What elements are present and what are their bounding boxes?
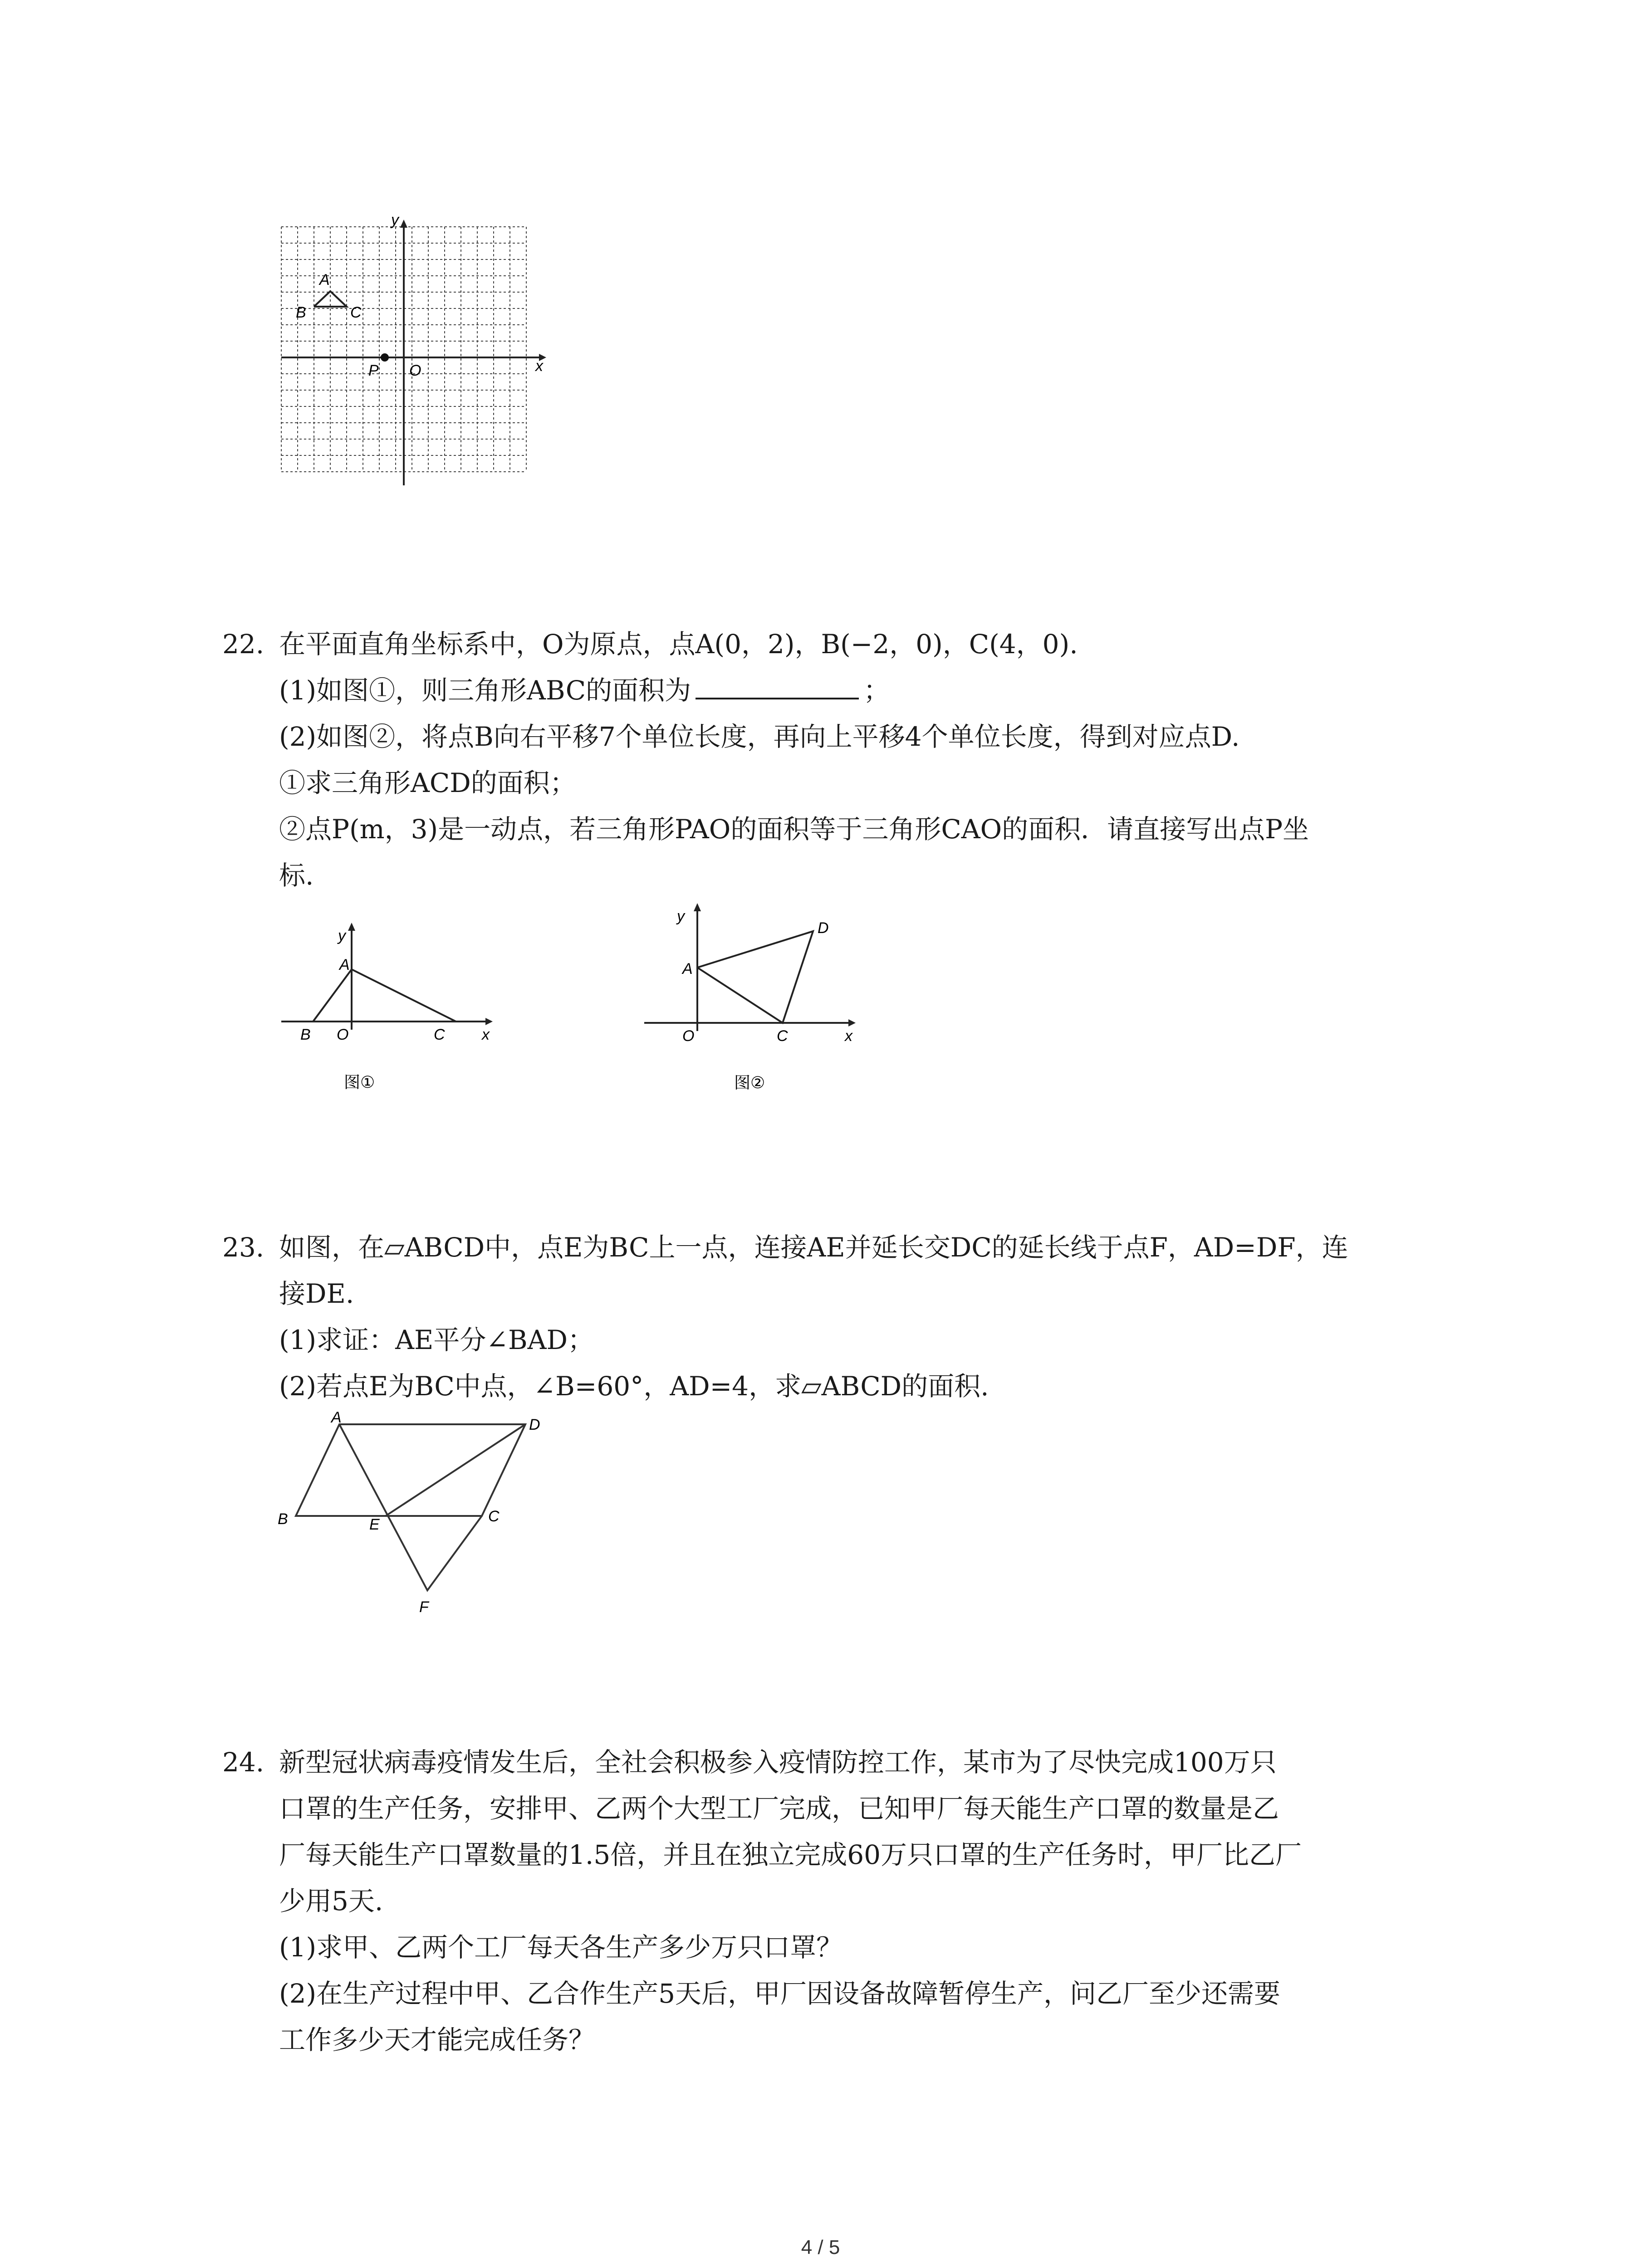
label-c: C — [777, 1027, 788, 1045]
q24-part2: (2)在生产过程中甲、乙合作生产5天后，甲厂因设备故障暂停生产，问乙厂至少还需要 — [279, 1978, 1281, 2009]
q23-stem-cont: 接DE. — [279, 1278, 354, 1309]
q24-part2-cont: 工作多少天才能完成任务？ — [279, 2024, 595, 2055]
segment-af — [339, 1424, 482, 1590]
q22-part2: (2)如图②，将点B向右平移7个单位长度，再向上平移4个单位长度，得到对应点D. — [279, 721, 1240, 752]
q24-stem-line2: 口罩的生产任务，安排甲、乙两个大型工厂完成，已知甲厂每天能生产口罩的数量是乙 — [279, 1793, 1279, 1824]
label-a: A — [682, 960, 693, 978]
label-x: x — [482, 1026, 490, 1043]
parallelogram-abcd — [296, 1424, 525, 1516]
q24-part1: (1)求甲、乙两个工厂每天各生产多少万只口罩？ — [279, 1932, 843, 1963]
q22-part2-1: ①求三角形ACD的面积； — [279, 767, 576, 798]
label-y: y — [677, 908, 685, 925]
q23-stem: 如图，在▱ABCD中，点E为BC上一点，连接AE并延长交DC的延长线于点F，AD=DF，连 — [279, 1232, 1348, 1263]
q23-part2: (2)若点E为BC中点，∠B=60°，AD=4，求▱ABCD的面积. — [279, 1371, 989, 1402]
q24-stem-line4: 少用5天. — [279, 1886, 383, 1916]
q22-part1 — [279, 672, 890, 709]
label-x: x — [535, 357, 543, 375]
point-p — [381, 353, 389, 362]
q22-figure-1 — [272, 916, 508, 1102]
q24-number: 24. — [222, 1747, 265, 1778]
q23-figure — [272, 1411, 554, 1619]
q23-part1: (1)求证：AE平分∠BAD； — [279, 1325, 594, 1355]
q22-part1-text: (1)如图①，则三角形ABC的面积为 — [279, 675, 691, 706]
x-axis-arrow — [848, 1019, 856, 1026]
y-axis-arrow — [694, 903, 701, 911]
q22-stem: 在平面直角坐标系中，O为原点，点A(0，2)，B(−2，0)，C(4，0). — [279, 629, 1078, 660]
q24-stem-line3: 厂每天能生产口罩数量的1.5倍，并且在独立完成60万只口罩的生产任务时，甲厂比乙厂 — [279, 1839, 1302, 1870]
label-o: O — [409, 362, 421, 379]
page-number: 4 / 5 — [801, 2236, 840, 2258]
label-o: O — [337, 1026, 349, 1043]
q24-stem-line1: 新型冠状病毒疫情发生后，全社会积极参入疫情防控工作，某市为了尽快完成100万只 — [279, 1747, 1277, 1778]
figure-1-caption: 图① — [344, 1073, 375, 1091]
label-y: y — [391, 213, 399, 229]
label-o: O — [682, 1027, 695, 1045]
q23-number: 23. — [222, 1232, 265, 1263]
label-a: A — [319, 271, 330, 288]
label-f: F — [419, 1598, 429, 1616]
label-c: C — [350, 304, 362, 321]
q22-part2-2: ②点P(m，3)是一动点，若三角形PAO的面积等于三角形CAO的面积．请直接写出点P坐 — [279, 814, 1309, 845]
label-y: y — [338, 927, 346, 944]
label-x: x — [845, 1027, 852, 1045]
label-e: E — [369, 1516, 380, 1533]
triangle-acd — [697, 931, 813, 1023]
q22-number: 22. — [222, 629, 265, 660]
label-d: D — [529, 1416, 540, 1433]
x-axis-arrow — [485, 1018, 493, 1025]
label-c: C — [434, 1026, 445, 1043]
label-a: A — [331, 1411, 342, 1426]
y-axis-arrow — [400, 220, 407, 228]
label-a: A — [339, 956, 350, 973]
answer-blank[interactable] — [696, 674, 859, 699]
label-d: D — [818, 919, 829, 937]
label-c: C — [488, 1508, 500, 1525]
q22-part1-end: ； — [863, 675, 890, 706]
figure-2-caption: 图② — [734, 1073, 765, 1092]
q22-part2-2-cont: 标. — [279, 860, 314, 891]
y-axis-arrow — [348, 923, 355, 931]
triangle-abc — [313, 969, 456, 1022]
label-b: B — [296, 304, 306, 321]
label-b: B — [300, 1026, 311, 1043]
coordinate-grid-figure — [272, 213, 554, 490]
label-p: P — [368, 362, 379, 379]
label-b: B — [278, 1510, 288, 1528]
q22-figure-2 — [635, 896, 871, 1105]
